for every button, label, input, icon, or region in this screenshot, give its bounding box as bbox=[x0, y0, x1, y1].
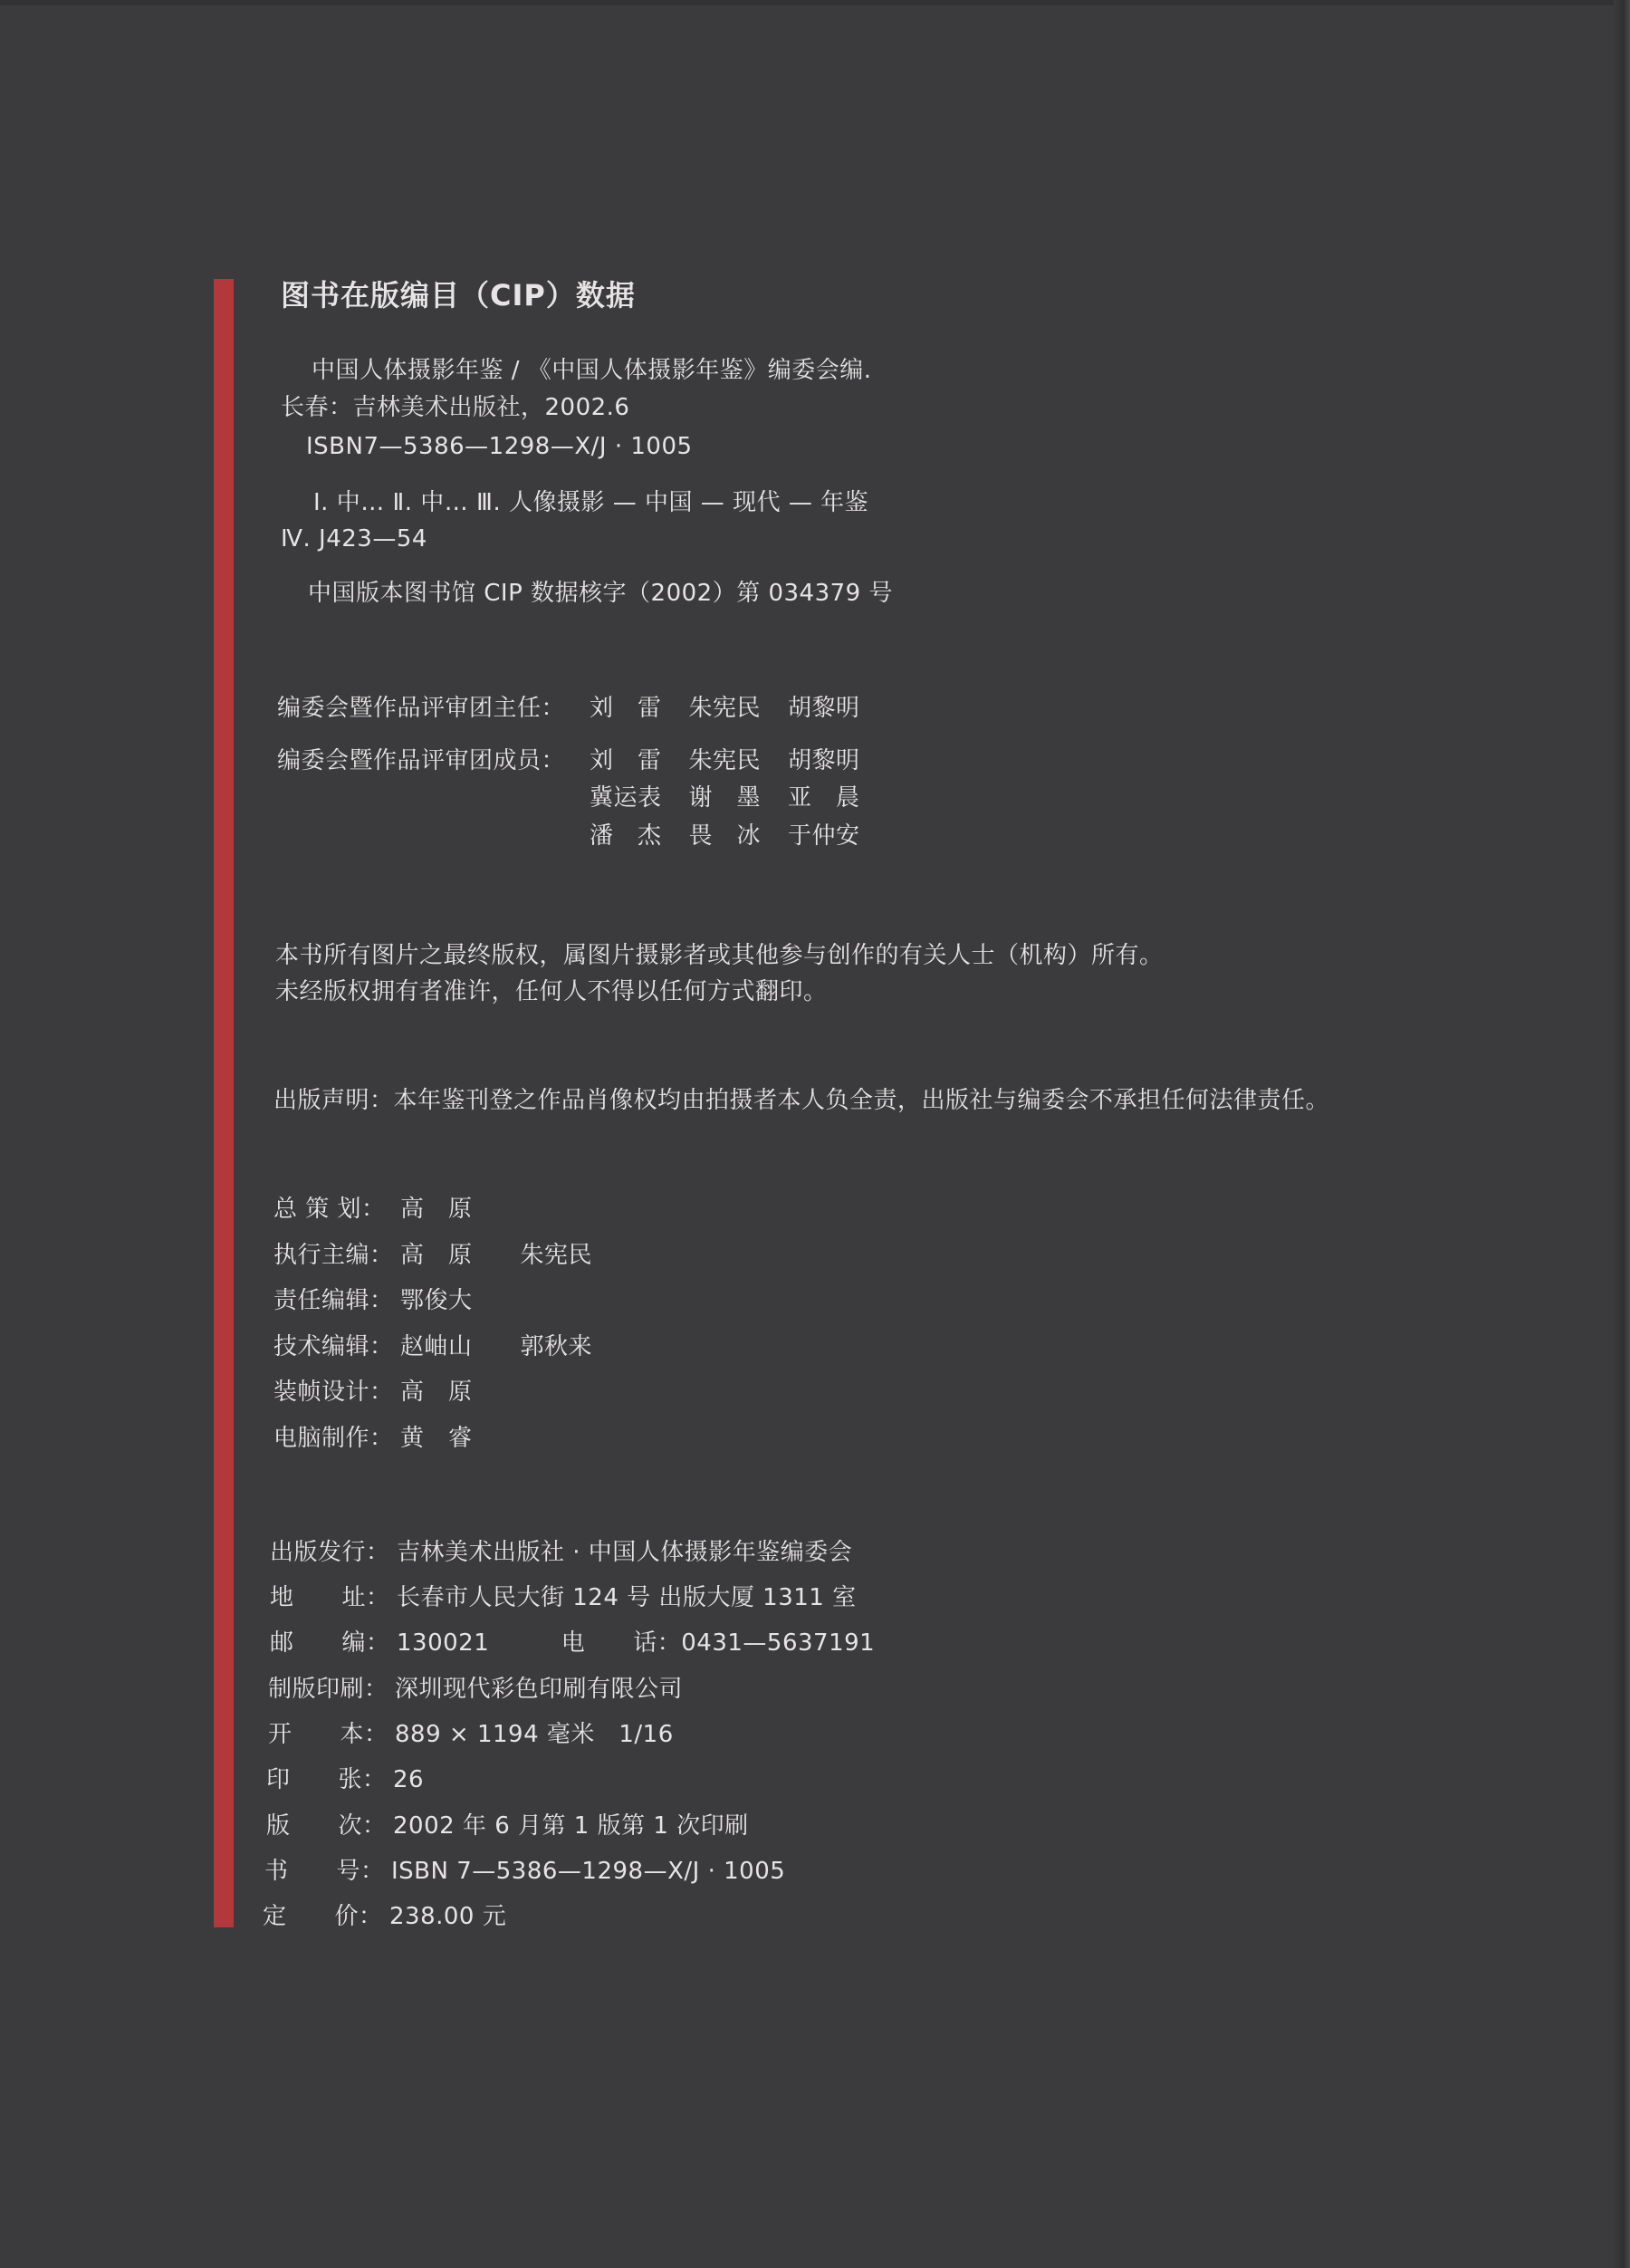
publication-value: 26 bbox=[393, 1766, 425, 1793]
staff-value: 高 原 bbox=[400, 1379, 473, 1406]
staff-row bbox=[273, 1425, 473, 1453]
staff-label: 执行主编： bbox=[273, 1242, 394, 1269]
cip-title: 图书在版编目（CIP）数据 bbox=[281, 278, 636, 312]
committee-members-row-2 bbox=[590, 784, 887, 812]
members-names bbox=[590, 747, 887, 774]
members-label: 编委会暨作品评审团成员： bbox=[277, 747, 566, 774]
member-name: 冀运表 bbox=[590, 784, 662, 812]
publication-row bbox=[270, 1629, 875, 1658]
member-name: 胡黎明 bbox=[788, 747, 860, 774]
staff-row bbox=[273, 1196, 473, 1224]
member-name: 畏 冰 bbox=[688, 822, 762, 850]
staff-row bbox=[273, 1379, 473, 1407]
cip-line-2: 长春：吉林美术出版社，2002.6 bbox=[281, 394, 630, 421]
member-name: 刘 雷 bbox=[590, 747, 662, 774]
director-name: 朱宪民 bbox=[688, 695, 762, 722]
members-names bbox=[590, 784, 887, 812]
members-names bbox=[590, 822, 887, 850]
publication-value: 长春市人民大街 124 号 出版大厦 1311 室 bbox=[397, 1584, 857, 1611]
cip-line-3: ISBN7—5386—1298—X/J · 1005 bbox=[306, 433, 693, 460]
publication-label: 出版发行： bbox=[270, 1539, 390, 1566]
staff-value: 赵岫山 郭秋来 bbox=[400, 1333, 593, 1360]
publication-label: 制版印刷： bbox=[268, 1676, 388, 1703]
publication-value: 深圳现代彩色印刷有限公司 bbox=[395, 1676, 684, 1703]
member-name: 于仲安 bbox=[788, 822, 860, 850]
publication-row bbox=[270, 1584, 857, 1612]
staff-value: 鄂俊大 bbox=[400, 1287, 473, 1314]
accent-bar bbox=[214, 279, 234, 1927]
publication-row bbox=[268, 1721, 674, 1749]
staff-label: 总 策 划： bbox=[273, 1196, 386, 1223]
member-name: 朱宪民 bbox=[688, 747, 762, 774]
member-name: 谢 墨 bbox=[688, 784, 762, 812]
publication-label: 开 本： bbox=[268, 1721, 388, 1748]
publication-row bbox=[270, 1539, 852, 1567]
publication-label: 地 址： bbox=[270, 1584, 390, 1611]
publication-value: 889 × 1194 毫米 1/16 bbox=[395, 1721, 674, 1748]
staff-row bbox=[273, 1287, 473, 1315]
page-edge-right bbox=[1614, 0, 1630, 2268]
page-edge-top bbox=[0, 0, 1630, 5]
cip-line-1: 中国人体摄影年鉴 / 《中国人体摄影年鉴》编委会编. bbox=[312, 357, 872, 384]
committee-members-row-3 bbox=[590, 822, 887, 850]
publication-row bbox=[266, 1766, 424, 1794]
copyright-line-2: 未经版权拥有者准许，任何人不得以任何方式翻印。 bbox=[275, 978, 828, 1005]
staff-row bbox=[273, 1333, 592, 1361]
directors-label: 编委会暨作品评审团主任： bbox=[277, 695, 566, 722]
publication-value: 238.00 元 bbox=[389, 1903, 507, 1930]
publication-value: 吉林美术出版社 · 中国人体摄影年鉴编委会 bbox=[397, 1539, 853, 1566]
publication-value: 130021 电 话：0431—5637191 bbox=[397, 1629, 876, 1657]
cip-line-4: Ⅰ. 中… Ⅱ. 中… Ⅲ. 人像摄影 — 中国 — 现代 — 年鉴 bbox=[313, 489, 869, 516]
publication-value: ISBN 7—5386—1298—X/J · 1005 bbox=[391, 1858, 786, 1885]
staff-value: 高 原 朱宪民 bbox=[400, 1242, 593, 1269]
directors-names bbox=[590, 695, 887, 722]
publication-label: 邮 编： bbox=[270, 1629, 390, 1657]
director-name: 刘 雷 bbox=[590, 695, 662, 722]
publication-row bbox=[268, 1676, 683, 1704]
publication-value: 2002 年 6 月第 1 版第 1 次印刷 bbox=[393, 1812, 749, 1840]
publication-label: 印 张： bbox=[266, 1766, 387, 1793]
staff-value: 黄 睿 bbox=[400, 1425, 473, 1452]
publication-row bbox=[266, 1812, 749, 1840]
staff-label: 装帧设计： bbox=[273, 1379, 394, 1406]
cip-line-6: 中国版本图书馆 CIP 数据核字（2002）第 034379 号 bbox=[308, 580, 893, 607]
member-name: 潘 杰 bbox=[590, 822, 662, 850]
publication-label: 版 次： bbox=[266, 1812, 387, 1840]
publication-row bbox=[264, 1858, 785, 1886]
staff-row bbox=[273, 1242, 592, 1270]
committee-members-row-1 bbox=[277, 747, 887, 775]
publication-label: 书 号： bbox=[264, 1858, 385, 1885]
member-name: 亚 晨 bbox=[788, 784, 860, 812]
staff-label: 技术编辑： bbox=[273, 1333, 394, 1360]
cip-line-5: Ⅳ. J423—54 bbox=[281, 525, 427, 553]
staff-label: 责任编辑： bbox=[273, 1287, 394, 1314]
staff-label: 电脑制作： bbox=[273, 1425, 394, 1452]
publication-label: 定 价： bbox=[263, 1903, 383, 1930]
publisher-statement: 出版声明：本年鉴刊登之作品肖像权均由拍摄者本人负全责，出版社与编委会不承担任何法律责任。 bbox=[273, 1087, 1330, 1114]
director-name: 胡黎明 bbox=[788, 695, 860, 722]
staff-value: 高 原 bbox=[400, 1196, 473, 1223]
publication-row bbox=[263, 1903, 506, 1931]
copyright-line-1: 本书所有图片之最终版权，属图片摄影者或其他参与创作的有关人士（机构）所有。 bbox=[275, 942, 1164, 969]
committee-directors bbox=[277, 695, 887, 723]
